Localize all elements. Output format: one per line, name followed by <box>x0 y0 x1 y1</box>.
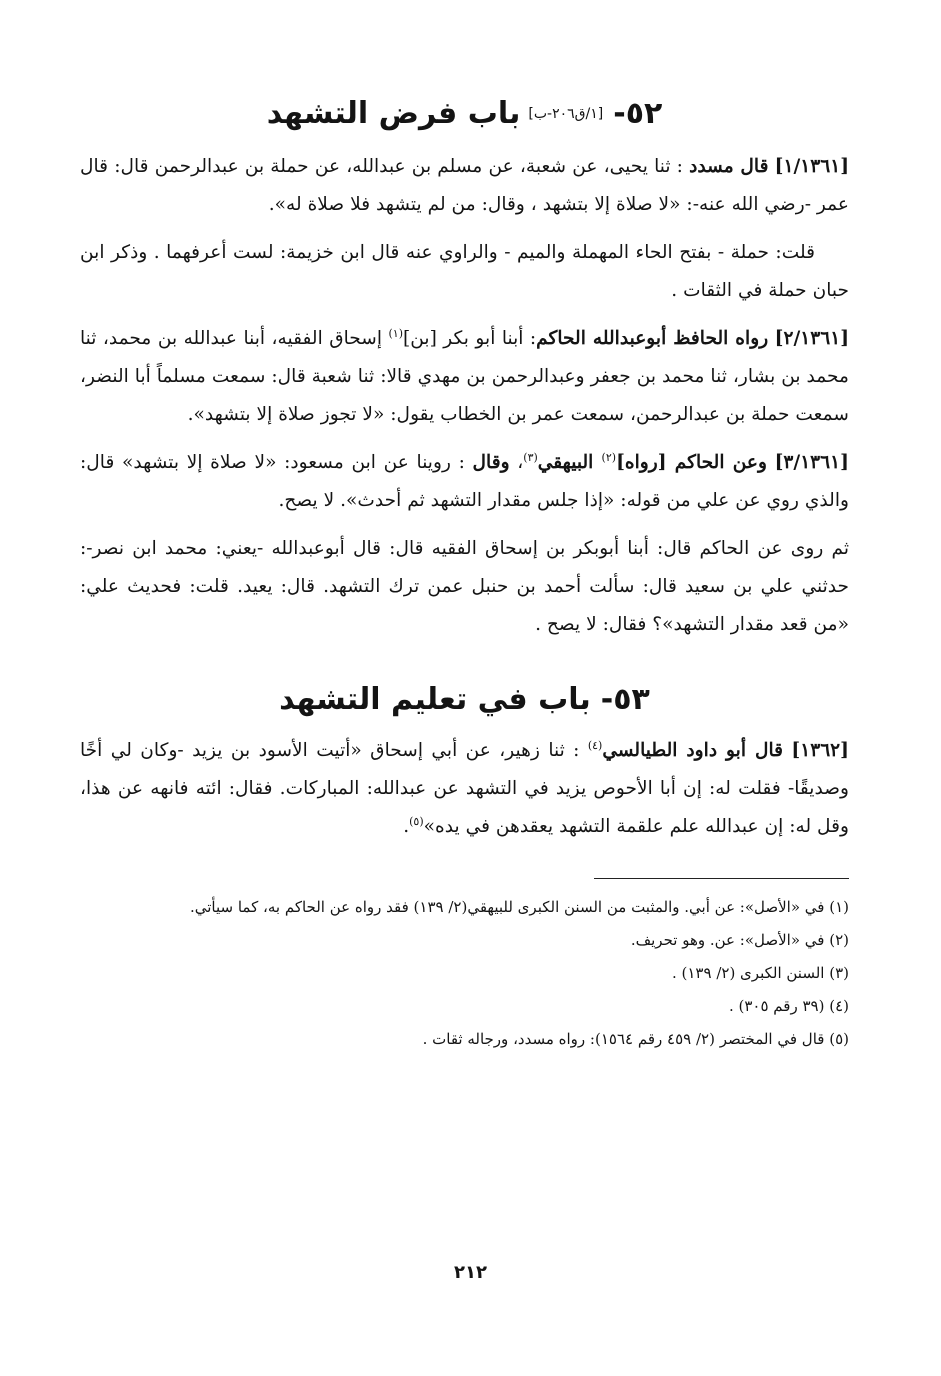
hadith-text: : ثنا يحيى، عن شعبة، عن مسلم بن عبدالله، عن حملة بن عبدالرحمن قال: قال عمر -رضي الله عنه-: «لا صلاة إلا بتشهد ، وقال: من لم يتشهد فلا صلاة له». <box>80 156 849 215</box>
manuscript-marker: [١/ق٢٠٦-ب] <box>528 106 604 123</box>
hadith-id: [١٣٦٢] <box>791 740 849 761</box>
footnote-4: (٤) (٣٩ رقم ٣٠٥) . <box>728 997 849 1015</box>
section-number: ٥٢- <box>613 96 663 131</box>
hadith-1361-continuation <box>80 530 849 644</box>
separator-text: ، <box>509 452 524 473</box>
commentary-text: قلت: حملة - بفتح الحاء المهملة والميم - والراوي عنه قال ابن خزيمة: لست أعرفهما . وذكر ابن حبان حملة في الثقات . <box>80 242 849 301</box>
narrator-lead: رواه الحافظ أبوعبدالله الحاكم <box>536 328 769 349</box>
hadith-id: [٢/١٣٦١] <box>774 328 849 349</box>
hadith-1361-2 <box>80 320 849 434</box>
hadith-id: [١/١٣٦١] <box>774 156 850 177</box>
narrator-lead: قال أبو داود الطيالسي <box>602 740 784 761</box>
hadith-text: إسحاق الفقيه، أبنا عبدالله بن محمد، ثنا محمد بن بشار، ثنا محمد بن جعفر وعبدالرحمن بن مهدي قالا: ثنا شعبة قال: سمعت مسلماً أبا النضر، سمعت حملة بن عبدالرحمن، سمعت عمر بن الخطاب يقول: «لا تجوز صلاة إلا بتشهد». <box>80 328 849 425</box>
footnote-ref-5[interactable]: (٥) <box>409 814 424 828</box>
hadith-text: ثم روى عن الحاكم قال: أبنا أبوبكر بن إسحاق الفقيه قال: قال أبوعبدالله -يعني: محمد ابن نصر-: حدثني علي بن سعيد قال: سألت أحمد بن حنبل عمن ترك التشهد. قال: يعيد. قلت: فحديث علي: «من قعد مقدار التشهد»؟ فقال: لا يصح . <box>80 538 849 635</box>
footnote-2: (٢) في «الأصل»: عن. وهو تحريف. <box>630 931 849 949</box>
section-number: ٥٣- <box>600 682 650 717</box>
hadith-text: . <box>403 816 410 837</box>
footnote-3: (٣) السنن الكبرى (٢/ ١٣٩) . <box>671 964 849 982</box>
hadith-1361-3 <box>80 444 849 520</box>
footnote-ref-2[interactable]: (٢) <box>601 450 617 464</box>
footnotes-list <box>80 891 849 1056</box>
commentary-paragraph <box>80 234 849 310</box>
footnote-divider <box>594 878 849 879</box>
section-title: باب فرض التشهد <box>266 96 521 131</box>
section-53-heading <box>80 682 849 718</box>
footnote-ref-4[interactable]: (٤) <box>587 738 603 752</box>
page-number: ٢١٢ <box>454 1262 487 1283</box>
narrator-lead: قال مسدد <box>689 156 769 177</box>
hadith-id: [٣/١٣٦١] <box>774 452 849 473</box>
hadith-text: : أبنا أبو بكر [بن] <box>403 328 537 349</box>
footnote-5: (٥) قال في المختصر (٢/ ٤٥٩ رقم ١٥٦٤): رواه مسدد، ورجاله ثقات . <box>422 1030 849 1048</box>
hadith-text: : روينا عن ابن مسعود: «لا صلاة إلا بتشهد» قال: والذي روي عن علي من قوله: «إذا جلس مقدار التشهد ثم أحدث». لا يصح. <box>80 452 849 511</box>
narrator-lead: وقال <box>472 452 510 473</box>
hadith-1361-1 <box>80 148 849 224</box>
narrator-lead: وعن الحاكم [رواه] <box>616 452 767 473</box>
hadith-1362 <box>80 732 849 846</box>
footnote-ref-3[interactable]: (٣) <box>523 450 538 464</box>
footnote-ref-1[interactable]: (١) <box>388 326 403 340</box>
narrator-lead: البيهقي <box>537 452 602 473</box>
hadith-text: : ثنا زهير، عن أبي إسحاق «أتيت الأسود بن يزيد -وكان لي أخًا وصديقًا- فقلت له: إن أبا الأحوص يزيد في التشهد عن عبدالله: المباركات. فقال: ائته فانهه عن هذا، وقل له: إن عبدالله علم علقمة التشهد يعقدهن في يده» <box>80 740 849 837</box>
footnote-1: (١) في «الأصل»: عن أبي. والمثبت من السنن الكبرى للبيهقي(٢/ ١٣٩) فقد رواه عن الحاكم به، كما سيأتي. <box>189 898 849 916</box>
section-title: باب في تعليم التشهد <box>279 682 591 717</box>
section-52-heading <box>80 0 849 132</box>
